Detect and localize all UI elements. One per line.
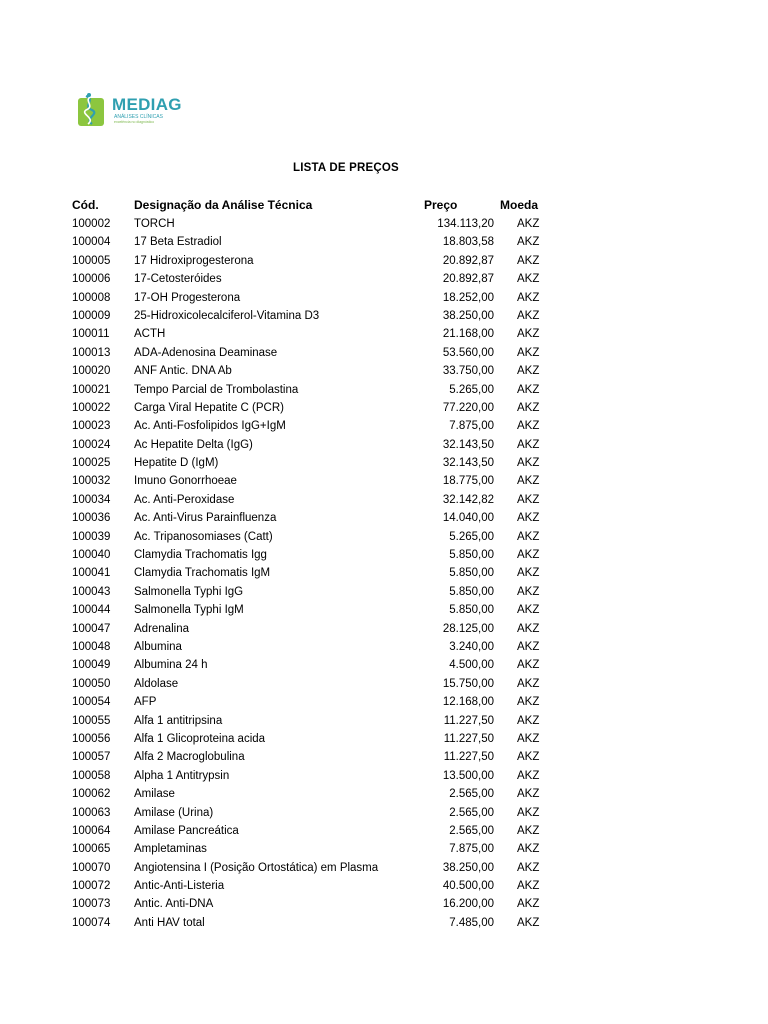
row-code: 100047 [72,622,111,635]
row-name: TORCH [134,218,175,230]
logo-mark-icon [78,92,108,128]
row-currency: AKZ [517,512,540,525]
row-code: 100022 [72,401,111,414]
price-table [0,215,768,932]
row-code: 100070 [72,861,111,874]
row-price: 18.803,58 [442,236,494,249]
header-name: Designação da Análise Técnica [134,198,313,212]
row-price: 5.850,00 [449,549,494,562]
row-price: 134.113,20 [437,218,494,230]
row-currency: AKZ [517,328,540,341]
row-code: 100025 [72,457,111,470]
table-row [0,528,768,546]
row-price: 11.227,50 [443,714,494,727]
logo-subtagline: excelência no diagnóstico [114,120,155,124]
row-name: Alfa 1 antitripsina [134,714,223,727]
row-code: 100034 [72,493,111,506]
row-name: ADA-Adenosina Deaminase [134,346,278,359]
row-price: 32.143,50 [442,438,494,451]
header-price: Preço [424,198,458,212]
row-currency: AKZ [517,438,540,451]
row-currency: AKZ [517,549,540,562]
table-row [0,215,768,233]
row-price: 7.875,00 [449,843,494,856]
table-row [0,233,768,251]
row-code: 100039 [72,530,111,543]
row-code: 100036 [72,512,111,525]
row-price: 33.750,00 [442,365,494,378]
row-name: Alfa 2 Macroglobulina [134,751,245,764]
row-price: 7.875,00 [449,420,494,433]
row-price: 32.142,82 [442,493,494,506]
row-code: 100057 [72,751,111,764]
table-row [0,712,768,730]
row-currency: AKZ [517,696,540,709]
row-currency: AKZ [517,346,540,359]
table-row [0,767,768,785]
row-code: 100049 [72,659,111,672]
table-row [0,601,768,619]
row-name: 25-Hidroxicolecalciferol-Vitamina D3 [134,309,320,322]
header-currency: Moeda [500,198,539,212]
table-row [0,656,768,674]
row-name: 17 Beta Estradiol [134,236,222,249]
row-price: 3.240,00 [449,640,494,653]
table-row [0,785,768,803]
row-currency: AKZ [517,898,540,911]
header-code: Cód. [72,198,99,212]
table-row [0,914,768,932]
row-name: Amilase (Urina) [134,806,214,819]
row-code: 100054 [72,696,111,709]
row-code: 100048 [72,640,111,653]
logo-tagline: ANÁLISES CLÍNICAS [114,114,163,120]
row-name: AFP [134,696,157,709]
row-code: 100056 [72,732,111,745]
row-price: 14.040,00 [442,512,494,525]
table-row [0,252,768,270]
table-row [0,804,768,822]
row-code: 100004 [72,236,111,249]
row-code: 100055 [72,714,111,727]
row-code: 100044 [72,604,111,617]
row-code: 100008 [72,291,111,304]
row-currency: AKZ [517,788,540,801]
row-name: Anti HAV total [134,916,205,929]
row-currency: AKZ [517,677,540,690]
row-price: 11.227,50 [443,732,494,745]
row-price: 5.265,00 [449,383,494,396]
row-name: Ac. Anti-Peroxidase [134,493,235,506]
table-row [0,417,768,435]
row-currency: AKZ [517,880,540,893]
table-row [0,546,768,564]
row-code: 100043 [72,585,111,598]
row-name: Salmonella Typhi IgM [134,604,244,617]
row-price: 40.500,00 [442,880,494,893]
row-code: 100020 [72,365,111,378]
row-currency: AKZ [517,567,540,580]
row-currency: AKZ [517,806,540,819]
row-code: 100072 [72,880,111,893]
row-name: Ac. Anti-Fosfolipidos IgG+IgM [134,420,286,433]
row-code: 100005 [72,254,111,267]
table-row [0,289,768,307]
row-currency: AKZ [517,530,540,543]
row-name: Amilase Pancreática [134,824,239,837]
row-price: 13.500,00 [442,769,494,782]
row-name: Antic-Anti-Listeria [134,880,225,893]
row-currency: AKZ [517,401,540,414]
row-name: Ampletaminas [134,843,207,856]
row-code: 100024 [72,438,111,451]
table-row [0,270,768,288]
row-code: 100023 [72,420,111,433]
row-name: Carga Viral Hepatite C (PCR) [134,401,284,414]
row-code: 100041 [72,567,111,580]
row-price: 53.560,00 [442,346,494,359]
row-price: 5.265,00 [449,530,494,543]
row-price: 20.892,87 [442,254,494,267]
row-name: Ac Hepatite Delta (IgG) [134,438,253,451]
row-price: 18.775,00 [442,475,494,488]
row-code: 100073 [72,898,111,911]
row-code: 100074 [72,916,111,929]
row-currency: AKZ [517,622,540,635]
table-row [0,491,768,509]
row-code: 100062 [72,788,111,801]
row-price: 15.750,00 [442,677,494,690]
row-name: ACTH [134,328,166,341]
row-price: 38.250,00 [442,309,494,322]
row-code: 100058 [72,769,111,782]
row-price: 7.485,00 [449,916,494,929]
row-currency: AKZ [517,254,540,267]
row-currency: AKZ [517,751,540,764]
row-currency: AKZ [517,714,540,727]
table-row [0,344,768,362]
table-row [0,620,768,638]
table-row [0,564,768,582]
row-currency: AKZ [517,640,540,653]
document-title: LISTA DE PREÇOS [293,162,399,174]
row-name: Ac. Anti-Virus Parainfluenza [134,512,277,525]
row-name: Antic. Anti-DNA [134,898,214,911]
row-price: 5.850,00 [449,604,494,617]
row-currency: AKZ [517,236,540,249]
row-name: 17-OH Progesterona [134,291,241,304]
table-row [0,859,768,877]
table-row [0,381,768,399]
row-currency: AKZ [517,273,540,286]
row-code: 100009 [72,309,111,322]
row-currency: AKZ [517,769,540,782]
row-name: Clamydia Trachomatis IgM [134,567,271,580]
row-code: 100050 [72,677,111,690]
row-name: Adrenalina [134,622,189,635]
row-code: 100063 [72,806,111,819]
row-price: 20.892,87 [442,273,494,286]
row-name: Alpha 1 Antitrypsin [134,769,230,782]
table-row [0,822,768,840]
row-code: 100006 [72,273,111,286]
row-currency: AKZ [517,585,540,598]
row-price: 12.168,00 [442,696,494,709]
table-row [0,325,768,343]
table-row [0,895,768,913]
row-name: Tempo Parcial de Trombolastina [134,383,299,396]
row-price: 5.850,00 [449,567,494,580]
table-row [0,509,768,527]
table-row [0,307,768,325]
row-price: 21.168,00 [442,328,494,341]
row-currency: AKZ [517,365,540,378]
table-row [0,583,768,601]
mediag-logo [78,92,182,128]
row-price: 5.850,00 [449,585,494,598]
row-name: Albumina 24 h [134,659,208,672]
row-name: Angiotensina I (Posição Ortostática) em Plasma [134,861,379,874]
row-price: 16.200,00 [442,898,494,911]
row-price: 2.565,00 [449,824,494,837]
row-price: 32.143,50 [442,457,494,470]
row-price: 18.252,00 [442,291,494,304]
row-name: Hepatite D (IgM) [134,457,219,470]
row-code: 100064 [72,824,111,837]
row-currency: AKZ [517,916,540,929]
row-code: 100013 [72,346,111,359]
row-price: 77.220,00 [442,401,494,414]
row-name: Alfa 1 Glicoproteina acida [134,732,266,745]
row-name: Salmonella Typhi IgG [134,585,244,598]
table-row [0,877,768,895]
table-row [0,362,768,380]
row-currency: AKZ [517,309,540,322]
table-row [0,399,768,417]
table-row [0,436,768,454]
row-currency: AKZ [517,218,540,230]
table-row [0,840,768,858]
row-name: Albumina [134,640,182,653]
table-row [0,693,768,711]
table-row [0,472,768,490]
row-name: Imuno Gonorrhoeae [134,475,237,488]
row-price: 38.250,00 [442,861,494,874]
table-row [0,748,768,766]
table-row [0,675,768,693]
row-currency: AKZ [517,732,540,745]
row-currency: AKZ [517,659,540,672]
row-price: 4.500,00 [449,659,494,672]
row-currency: AKZ [517,843,540,856]
row-name: Clamydia Trachomatis Igg [134,549,267,562]
row-code: 100011 [72,328,110,341]
row-currency: AKZ [517,604,540,617]
row-price: 11.227,50 [443,751,494,764]
row-currency: AKZ [517,475,540,488]
row-name: 17-Cetosteróides [134,273,222,286]
row-currency: AKZ [517,493,540,506]
row-name: Ac. Tripanosomiases (Catt) [134,530,273,543]
row-name: 17 Hidroxiprogesterona [134,254,254,267]
table-row [0,730,768,748]
row-name: Amilase [134,788,175,801]
row-currency: AKZ [517,291,540,304]
row-currency: AKZ [517,824,540,837]
row-code: 100032 [72,475,111,488]
logo-name: MEDIAG [112,95,182,114]
row-name: Aldolase [134,677,179,690]
row-price: 28.125,00 [442,622,494,635]
table-row [0,638,768,656]
row-code: 100021 [72,383,111,396]
row-currency: AKZ [517,420,540,433]
row-currency: AKZ [517,861,540,874]
row-price: 2.565,00 [449,806,494,819]
table-row [0,454,768,472]
row-name: ANF Antic. DNA Ab [134,365,232,378]
row-price: 2.565,00 [449,788,494,801]
row-code: 100040 [72,549,111,562]
row-code: 100065 [72,843,111,856]
row-currency: AKZ [517,383,540,396]
row-code: 100002 [72,218,111,230]
row-currency: AKZ [517,457,540,470]
